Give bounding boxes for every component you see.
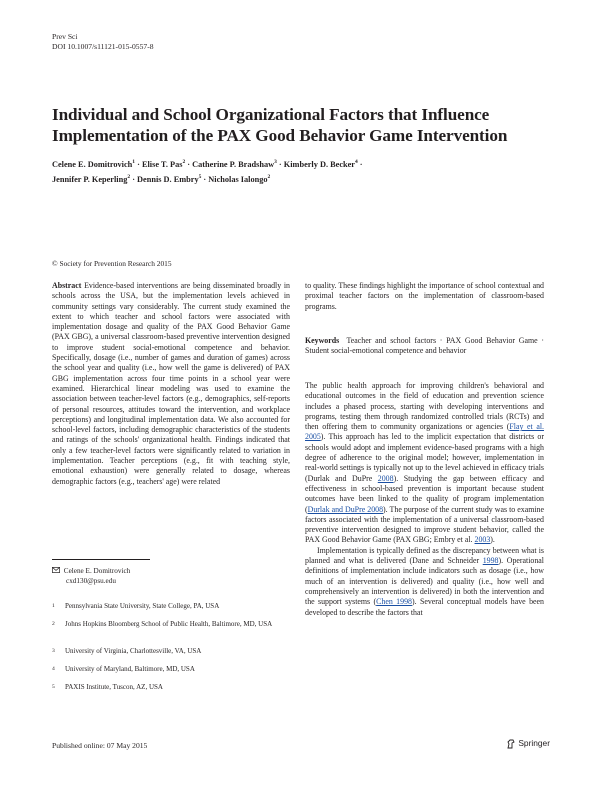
abstract-text: Evidence-based interventions are being disseminated broadly in schools across the USA, but the implementation levels achieved in community settings vary considerably. The current study examined the extent to which teacher and school factors were associated with implementation dosage and quality of the PAX Good Behavior Game (PAX GBG), a universal classroom-based preventive intervention designed to improve student social-emotional competence and behavior. Specifically, dosage (i.e., number of games and duration of games) across the school year and quality (i.e., how well the game is delivered) of PAX GBG implementation across four time points in a school year were examined. Hierarchical linear modeling was used to examine the association between teacher-level factors (e.g., demographics, self-reports of personal resources, attitudes toward the intervention, and workplace perceptions) and longitudinal implementation data. We also accounted for school-level factors, including demographic characteristics of the students and ratings of the schools' organizational health. Findings indicated that only a few teacher-level factors were significantly related to variation in implementation. Teacher perceptions (e.g., fit with teaching style, emotional exhaustion) were generally related to dosage, whereas demographic factors (e.g., teachers' age) were related xyxy=(52,281,290,486)
abstract-heading: Abstract xyxy=(52,281,82,290)
keywords-text: Teacher and school factors · PAX Good Behavior Game · Student social-emotional competence and behavior xyxy=(305,336,544,356)
journal-name: Prev Sci xyxy=(52,32,78,41)
affiliation: 4 University of Maryland, Baltimore, MD, USA xyxy=(52,665,195,673)
author-affiliation: 3 xyxy=(274,159,277,165)
author-list: Celene E. Domitrovich$^1$ · Elise T. Pas$^2$ · Catherine P. Bradshaw$^3$ · Kimberly D. Becker$^4$ · Jennifer P. Keperling$^2$ · Dennis D. Embry$^5$ · Nicholas Ialongo$^2$ xyxy=(52,159,363,184)
envelope-icon xyxy=(52,567,62,577)
affiliation: 2 Johns Hopkins Bloomberg School of Public Health, Baltimore, MD, USA xyxy=(52,620,273,628)
abstract xyxy=(52,281,290,517)
affiliation: 3 University of Virginia, Charlottesville, VA, USA xyxy=(52,647,202,655)
author-name[interactable]: Kimberly D. Becker xyxy=(283,159,355,169)
title-line-2: Implementation of the PAX Good Behavior Game Intervention xyxy=(52,126,508,145)
publisher-name: Springer xyxy=(518,738,550,748)
abstract-continuation: to quality. These findings highlight the importance of school contextual and proximal teacher factors on the implementation of classroom-based programs. xyxy=(305,281,544,311)
copyright-notice: © Society for Prevention Research 2015 xyxy=(52,259,172,268)
author-name[interactable]: Nicholas Ialongo xyxy=(208,174,268,184)
author-name[interactable]: Jennifer P. Keperling xyxy=(52,174,128,184)
keywords-heading: Keywords xyxy=(305,336,340,345)
corresponding-author xyxy=(52,567,130,587)
author-affiliation: 1 xyxy=(132,159,136,165)
citation-link[interactable]: 2008 xyxy=(377,473,394,483)
citation-link[interactable]: 1998 xyxy=(482,556,499,566)
author-affiliation: 2 xyxy=(127,173,131,180)
author-name[interactable]: Catherine P. Bradshaw xyxy=(192,159,275,169)
author-name[interactable]: Dennis D. Embry xyxy=(137,174,199,184)
publisher-logo xyxy=(506,738,550,749)
intro-paragraph: The public health approach for improving children's behavioral and educational outcomes in the field of education and prevention science includes a phased process, starting with developing interventions and programs, testing them through randomized controlled trials (RCTs) and then offering them to community organizations or agencies (Flay et al. 2005). This approach has led to the implicit expectation that districts or schools would adopt and implement evidence-based programs with a high degree of adherence to the original model; however, implementation in real-world settings is typically not up to the level achieved in efficacy trials (Durlak and DuPre 2008). Studying the gap between efficacy and effectiveness in school-based prevention is important because student outcomes have been linked to the quality of program implementation (Durlak and DuPre 2008). The purpose of the current study was to examine factors associated with the implementation of a universal classroom-based preventive intervention designed to improve student behavior, called the PAX Good Behavior Game (PAX GBG; Embry et al. 2003). xyxy=(305,381,544,545)
keywords xyxy=(305,336,544,357)
author-name[interactable]: Celene E. Domitrovich xyxy=(52,159,133,169)
doi: DOI 10.1007/s11121-015-0557-8 xyxy=(52,42,154,51)
published-date: Published online: 07 May 2015 xyxy=(52,741,148,750)
article-title xyxy=(52,104,552,146)
author-affiliation: 2 xyxy=(182,159,186,165)
title-line-1: Individual and School Organizational Factors that Influence xyxy=(52,105,490,124)
contact-name: Celene E. Domitrovich xyxy=(63,567,131,575)
author-name[interactable]: Elise T. Pas xyxy=(141,159,183,169)
citation-link[interactable]: Flay et al. 2005 xyxy=(305,422,544,442)
footnote-divider xyxy=(52,559,150,560)
intro-paragraph: Implementation is typically defined as the discrepancy between what is planned and what is delivered (Dane and Schneider 1998). Operational definitions of implementation include indicators such as dosage (i.e., how much of an intervention is delivered) and quality (i.e., how well and comprehensively an intervention is delivered) in both the intervention and the support systems (Chen 1998). Several conceptual models have been developed to describe the factors that xyxy=(305,545,544,617)
affiliation: 5 PAXIS Institute, Tuscon, AZ, USA xyxy=(52,683,163,691)
citation-link[interactable]: Chen 1998 xyxy=(376,597,412,607)
introduction xyxy=(305,381,544,773)
springer-horse-icon xyxy=(506,738,516,748)
author-affiliation: 5 xyxy=(198,173,202,180)
author-affiliation: 2 xyxy=(267,173,271,180)
contact-email[interactable]: cxd130@psu.edu xyxy=(66,576,116,585)
citation-link[interactable]: Durlak and DuPre 2008 xyxy=(307,504,384,514)
author-affiliation: 4 xyxy=(354,159,358,165)
affiliation: 1 Pennsylvania State University, State College, PA, USA xyxy=(52,602,220,610)
citation-link[interactable]: 2003 xyxy=(474,535,491,545)
